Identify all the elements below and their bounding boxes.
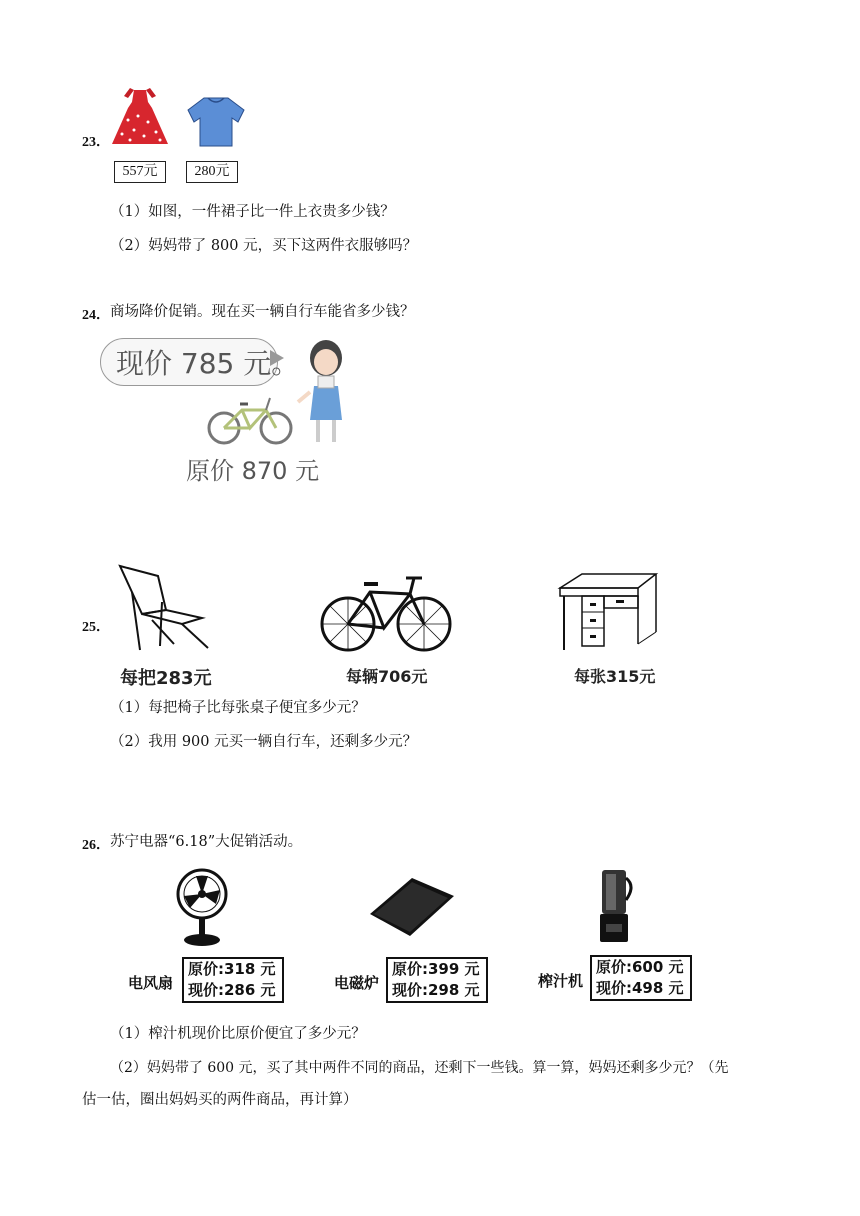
shirt-image: [186, 96, 246, 148]
question-23-sub1: （1）如图，一件裙子比一件上衣贵多少钱？: [110, 204, 395, 220]
juicer-name: 榨汁机: [538, 972, 584, 990]
fan-current-price: 现价:286 元: [188, 981, 276, 999]
chair-image: [112, 562, 212, 654]
chair-price-label: 每把283元: [120, 668, 212, 689]
question-26-sub2-line2: 估一估，圈出妈妈买的两件商品，再计算）: [82, 1092, 358, 1108]
shirt-price-box: 280元: [186, 161, 238, 183]
question-25-sub2: （2）我用 900 元买一辆自行车，还剩多少元？: [110, 734, 418, 750]
girl-image: [296, 336, 362, 448]
fan-original-price: 原价:318 元: [188, 960, 276, 978]
induction-cooker-image: [364, 874, 458, 940]
question-26-text: 苏宁电器“6.18”大促销活动。: [110, 834, 303, 850]
bubble-text: 现价 785 元。: [116, 347, 300, 380]
fan-name: 电风扇: [128, 974, 174, 992]
desk-price-label: 每张315元: [574, 667, 656, 686]
cooker-price-box: [386, 957, 488, 1003]
question-24-text: 商场降价促销。现在买一辆自行车能省多少钱？: [110, 304, 415, 320]
juicer-image: [596, 866, 636, 946]
dress-price-box: 557元: [114, 161, 166, 183]
question-23-number: 23．: [82, 135, 110, 150]
bicycle-image-2: [318, 572, 454, 654]
juicer-current-price: 现价:498 元: [596, 979, 684, 997]
juicer-price-box: [590, 955, 692, 1001]
bike-price-label: 每辆706元: [346, 667, 428, 686]
fan-image: [172, 866, 232, 948]
question-23-sub2: （2）妈妈带了 800 元，买下这两件衣服够吗？: [110, 238, 418, 254]
cooker-name: 电磁炉: [334, 974, 380, 992]
question-24-number: 24．: [82, 308, 110, 323]
cooker-original-price: 原价:399 元: [392, 960, 480, 978]
question-26-number: 26．: [82, 838, 110, 853]
question-25-number: 25．: [82, 620, 110, 635]
original-price-label: 原价 870 元: [186, 457, 320, 485]
cooker-current-price: 现价:298 元: [392, 981, 480, 999]
juicer-original-price: 原价:600 元: [596, 958, 684, 976]
question-26-sub1: （1）榨汁机现价比原价便宜了多少元？: [110, 1026, 366, 1042]
question-26-sub2-line1: （2）妈妈带了 600 元，买了其中两件不同的商品，还剩下一些钱。算一算，妈妈还剩多少元？（先: [110, 1060, 729, 1076]
question-25-sub1: （1）每把椅子比每张桌子便宜多少元？: [110, 700, 366, 716]
desk-image: [556, 570, 660, 652]
bicycle-image: [206, 390, 296, 446]
fan-price-box: [182, 957, 284, 1003]
dress-image: [108, 86, 172, 148]
